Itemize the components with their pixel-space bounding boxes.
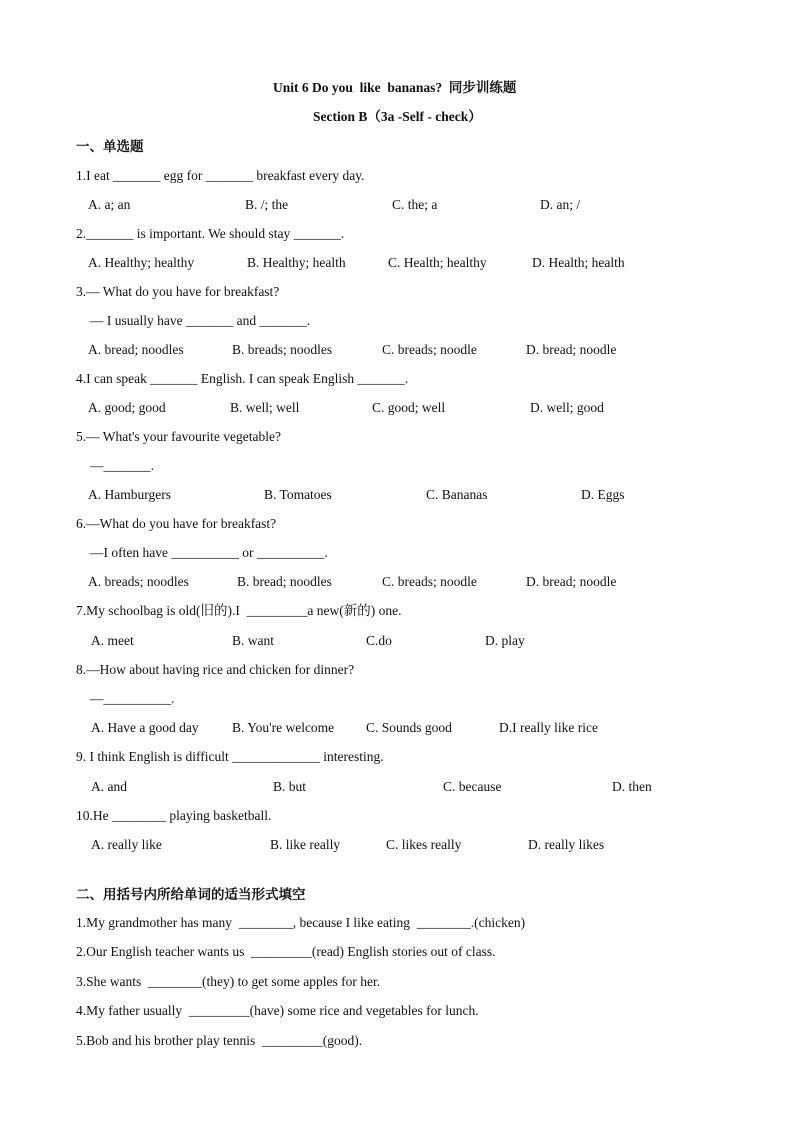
option-d: D. Health; health	[532, 255, 625, 270]
option-c: C. the; a	[392, 197, 438, 212]
question-stem: 6.—What do you have for breakfast?	[76, 516, 277, 531]
option-a: A. good; good	[88, 400, 166, 415]
option-b: B. bread; noodles	[237, 574, 332, 589]
option-a: A. meet	[91, 633, 134, 648]
option-a: A. and	[91, 779, 127, 794]
option-d: D. Eggs	[581, 487, 625, 502]
option-a: A. breads; noodles	[88, 574, 189, 589]
option-d: D. really likes	[528, 837, 605, 852]
option-b: B. but	[273, 779, 307, 794]
section-heading-2: 二、用括号内所给单词的适当形式填空	[76, 887, 306, 902]
option-c: C. Bananas	[426, 487, 488, 502]
question-stem: 9. I think English is difficult _____________ interesting.	[76, 749, 384, 764]
option-d: D. bread; noodle	[526, 342, 617, 357]
question-stem-line-2: —__________.	[90, 691, 175, 706]
question-stem: 5.— What's your favourite vegetable?	[76, 429, 281, 444]
question-stem-line-2: —I often have __________ or __________.	[90, 545, 328, 560]
option-b: B. /; the	[245, 197, 289, 212]
option-a: A. bread; noodles	[88, 342, 184, 357]
fill-in-item: 3.She wants ________(they) to get some apples for her.	[76, 974, 381, 989]
option-c: C. good; well	[372, 400, 446, 415]
section-heading-1: 一、单选题	[76, 139, 144, 154]
option-a: A. a; an	[88, 197, 131, 212]
option-c: C. breads; noodle	[382, 342, 477, 357]
option-a: A. Have a good day	[91, 720, 199, 735]
question-stem: 2._______ is important. We should stay _______.	[76, 226, 345, 241]
question-stem: 7.My schoolbag is old(旧的).I _________a new(新的) one.	[76, 603, 402, 618]
page-title: Unit 6 Do you like bananas? 同步训练题	[273, 80, 517, 95]
question-stem-line-2: —_______.	[90, 458, 155, 473]
option-d: D. well; good	[530, 400, 604, 415]
option-b: B. well; well	[230, 400, 300, 415]
option-c: C. likes really	[386, 837, 462, 852]
question-stem: 8.—How about having rice and chicken for dinner?	[76, 662, 355, 677]
option-b: B. Tomatoes	[264, 487, 332, 502]
option-d: D. bread; noodle	[526, 574, 617, 589]
question-stem: 1.I eat _______ egg for _______ breakfast every day.	[76, 168, 365, 183]
option-d: D.I really like rice	[499, 720, 598, 735]
question-stem: 4.I can speak _______ English. I can speak English _______.	[76, 371, 409, 386]
fill-in-item: 2.Our English teacher wants us _________(read) English stories out of class.	[76, 944, 496, 959]
option-d: D. then	[612, 779, 652, 794]
option-b: B. like really	[270, 837, 341, 852]
option-a: A. Healthy; healthy	[88, 255, 195, 270]
fill-in-item: 4.My father usually _________(have) some rice and vegetables for lunch.	[76, 1003, 479, 1018]
fill-in-item: 5.Bob and his brother play tennis _________(good).	[76, 1033, 363, 1048]
option-b: B. want	[232, 633, 274, 648]
option-b: B. breads; noodles	[232, 342, 333, 357]
option-c: C. breads; noodle	[382, 574, 477, 589]
option-c: C. Sounds good	[366, 720, 452, 735]
question-stem: 10.He ________ playing basketball.	[76, 808, 272, 823]
question-stem-line-2: — I usually have _______ and _______.	[90, 313, 311, 328]
question-stem: 3.— What do you have for breakfast?	[76, 284, 280, 299]
option-d: D. play	[485, 633, 525, 648]
option-d: D. an; /	[540, 197, 581, 212]
option-b: B. Healthy; health	[247, 255, 346, 270]
fill-in-item: 1.My grandmother has many ________, because I like eating ________.(chicken)	[76, 915, 526, 930]
option-b: B. You're welcome	[232, 720, 335, 735]
option-c: C. because	[443, 779, 502, 794]
option-a: A. really like	[91, 837, 162, 852]
option-c: C.do	[366, 633, 392, 648]
option-a: A. Hamburgers	[88, 487, 171, 502]
page-subtitle: Section B（3a -Self - check）	[313, 109, 482, 124]
option-c: C. Health; healthy	[388, 255, 487, 270]
